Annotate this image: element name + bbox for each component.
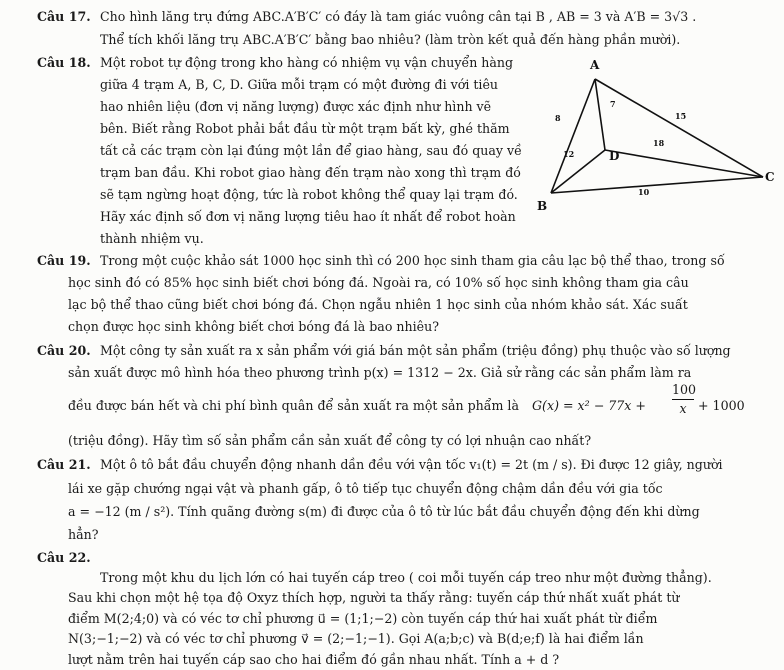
question-number: Câu 21. <box>37 457 91 472</box>
node-label-a: A <box>590 58 600 72</box>
edge-weight-a-c: 15 <box>675 111 687 121</box>
edge-b-c <box>551 177 763 193</box>
question-text-line: N(3;−1;−2) và có véc tơ chỉ phương v⃗ = (2;−1;−1). Gọi A(a;b;c) và B(d;e;f) là hai điểm lần <box>68 631 644 646</box>
edge-a-d <box>595 79 605 150</box>
node-label-d: D <box>609 149 620 163</box>
edge-weight-a-d: 7 <box>610 99 616 109</box>
edge-weight-b-c: 10 <box>638 187 650 197</box>
fraction-denominator: x <box>679 401 687 416</box>
question-text-line: a = −12 (m / s²). Tính quãng đường s(m) đi được của ô tô từ lúc bắt đầu chuyển động đến khi dừng <box>68 504 700 519</box>
question-text-line: (triệu đồng). Hãy tìm số sản phẩm cần sản xuất để công ty có lợi nhuận cao nhất? <box>68 433 592 448</box>
edge-weight-a-b: 8 <box>555 113 561 123</box>
fraction-numerator: 100 <box>672 382 697 397</box>
question-text-line: thành nhiệm vụ. <box>100 231 204 246</box>
question-number: Câu 19. <box>37 253 91 268</box>
cost-formula: G(x) = x² − 77x + <box>532 398 646 413</box>
question-text-line: Một robot tự động trong kho hàng có nhiệm vụ vận chuyển hàng <box>100 55 514 70</box>
question-text-line: Một ô tô bắt đầu chuyển động nhanh dần đều với vận tốc v₁(t) = 2t (m / s). Đi được 12 giây, người <box>100 457 723 472</box>
question-text-line: hao nhiên liệu (đơn vị năng lượng) được xác định như hình vẽ <box>100 99 492 114</box>
question-text-line: lượt nằm trên hai tuyến cáp sao cho hai điểm đó gần nhau nhất. Tính a + d ? <box>68 651 560 667</box>
question-number: Câu 18. <box>37 55 91 70</box>
question-number: Câu 20. <box>37 343 91 358</box>
question-text-line: Một công ty sản xuất ra x sản phẩm với giá bán một sản phẩm (triệu đồng) phụ thuộc vào số lượng <box>100 343 731 358</box>
question-text-line: chọn được học sinh không biết chơi bóng đá là bao nhiêu? <box>68 319 439 334</box>
question-text-line: Thể tích khối lăng trụ ABC.A′B′C′ bằng bao nhiêu? (làm tròn kết quả đến hàng phần mười). <box>100 32 681 47</box>
question-text-line: hẳn? <box>68 527 99 542</box>
question-text-line: đều được bán hết và chi phí bình quân để sản xuất ra một sản phẩm là <box>68 398 519 413</box>
question-text-line: lái xe gặp chướng ngại vật và phanh gấp, ô tô tiếp tục chuyển động chậm dần đều với gia tốc <box>68 481 663 496</box>
edge-weight-d-c: 18 <box>653 138 665 148</box>
station-graph-figure <box>535 55 780 220</box>
question-text-line: học sinh đó có 85% học sinh biết chơi bóng đá. Ngoài ra, có 10% số học sinh không tham gia câu <box>68 275 689 290</box>
fraction-bar <box>672 399 694 400</box>
question-text-line: trạm ban đầu. Khi robot giao hàng đến trạm nào xong thì trạm đó <box>100 165 521 180</box>
question-number: Câu 22. <box>37 550 91 565</box>
question-number: Câu 17. <box>37 9 91 24</box>
edge-weight-b-d: 12 <box>563 149 575 159</box>
node-label-b: B <box>537 199 548 213</box>
question-text-line: sản xuất được mô hình hóa theo phương trình p(x) = 1312 − 2x. Giả sử rằng các sản phẩm làm ra <box>68 365 692 380</box>
node-label-c: C <box>765 170 775 184</box>
question-text-line: bên. Biết rằng Robot phải bắt đầu từ một trạm bất kỳ, ghé thăm <box>100 121 510 136</box>
question-text-line: tất cả các trạm còn lại đúng một lần để giao hàng, sau đó quay về <box>100 143 522 158</box>
question-text-line: giữa 4 trạm A, B, C, D. Giữa mỗi trạm có một đường đi với tiêu <box>100 77 499 92</box>
question-text-line: điểm M(2;4;0) và có véc tơ chỉ phương u⃗ = (1;1;−2) còn tuyến cáp thứ hai xuất phát từ điểm <box>68 610 658 626</box>
question-text-line: lạc bộ thể thao cũng biết chơi bóng đá. Chọn ngẫu nhiên 1 học sinh của nhóm khảo sát. Xác suất <box>68 297 688 312</box>
cost-formula-tail: + 1000 <box>698 398 745 413</box>
question-text-line: sẽ tạm ngừng hoạt động, tức là robot không thể quay lại trạm đó. <box>100 187 518 202</box>
question-text-line: Hãy xác định số đơn vị năng lượng tiêu hao ít nhất để robot hoàn <box>100 209 516 224</box>
question-text-line: Trong một khu du lịch lớn có hai tuyến cáp treo ( coi mỗi tuyến cáp treo như một đường thẳng). <box>100 569 712 585</box>
question-text-line: Trong một cuộc khảo sát 1000 học sinh thì có 200 học sinh tham gia câu lạc bộ thể thao, trong số <box>100 253 725 268</box>
question-text-line: Cho hình lăng trụ đứng ABC.A′B′C′ có đáy là tam giác vuông cân tại B , AB = 3 và A′B = 3√3 . <box>100 9 697 24</box>
question-text-line: Sau khi chọn một hệ tọa độ Oxyz thích hợp, người ta thấy rằng: tuyến cáp thứ nhất xuất phát từ <box>68 590 680 605</box>
